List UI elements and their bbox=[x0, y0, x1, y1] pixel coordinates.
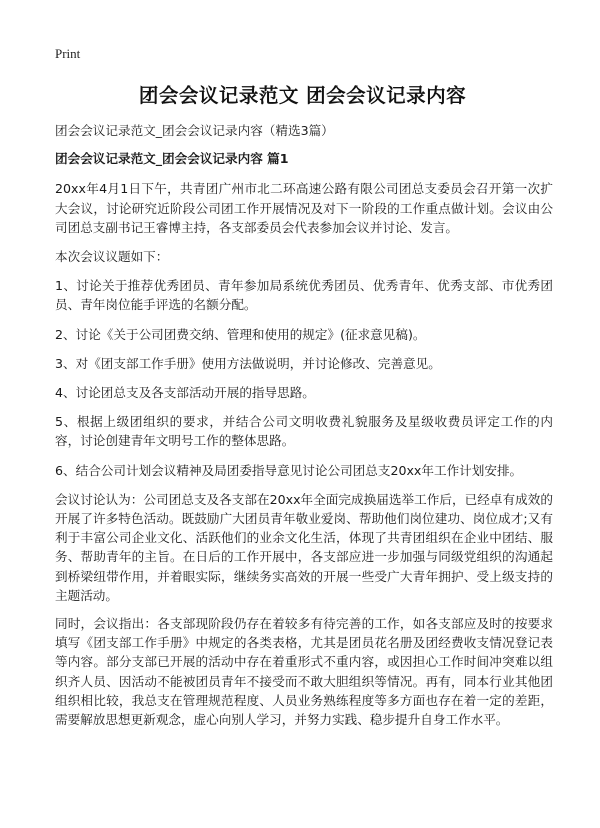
document-subtitle: 团会会议记录范文_团会会议记录内容（精选3篇） bbox=[55, 123, 334, 138]
agenda-item-2: 2、讨论《关于公司团费交纳、管理和使用的规定》(征求意见稿)。 bbox=[55, 326, 426, 342]
paragraph-discussion: 会议讨论认为：公司团总支及各支部在20xx年全面完成换届选举工作后，已经卓有成效的开展了许多特色活动。既鼓励广大团员青年敬业爱岗、帮助他们岗位建功、岗位成才;又有利于丰富公司企业文化、活跃他们的业余文化生活，体现了共青团组织在企业中团结、服务、帮助青年的主旨。在日后的工作开展中，各支部应进一步加强与同级党组织的沟通起到桥梁纽带作用，并着眼实际，继续务实高效的开展一些受广大青年拥护、受上级支持的主题活动。 bbox=[55, 491, 553, 603]
agenda-item-6: 6、结合公司计划会议精神及局团委指导意见讨论公司团总支20xx年工作计划安排。 bbox=[55, 462, 523, 478]
agenda-item-3: 3、对《团支部工作手册》使用方法做说明，并讨论修改、完善意见。 bbox=[55, 355, 441, 371]
section-heading: 团会会议记录范文_团会会议记录内容 篇1 bbox=[55, 151, 289, 167]
page-title: 团会会议记录范文 团会会议记录内容 bbox=[138, 84, 467, 107]
agenda-item-4: 4、讨论团总支及各支部活动开展的指导思路。 bbox=[55, 385, 315, 401]
paragraph-conclusion: 同时，会议指出：各支部现阶段仍存在着较多有待完善的工作，如各支部应及时的按要求填写《团支部工作手册》中规定的各类表格，尤其是团员花名册及团经费收支情况登记表等内容。部分支部已开展的活动中存在着重形式不重内容，或因担心工作时间冲突难以组织齐人员、因活动不能被团员青年不接受而不敢大胆组织等情况。再有，同本行业其他团组织相比较，我总支在管理规范程度、人员业务熟练程度等多方面也存在着一定的差距，需要解放思想更新观念，虚心向别人学习，并努力实践、稳步提升自身工作水平。 bbox=[55, 616, 553, 728]
paragraph-intro: 20xx年4月1日下午，共青团广州市北二环高速公路有限公司团总支委员会召开第一次扩大会议，讨论研究近阶段公司团工作开展情况及对下一阶段的工作重点做计划。会议由公司团总支副书记王睿博主持，各支部委员会代表参加会议并讨论、发言。 bbox=[55, 181, 553, 235]
document-body bbox=[55, 121, 553, 739]
agenda-item-1: 1、讨论关于推荐优秀团员、青年参加局系统优秀团员、优秀青年、优秀支部、市优秀团员、青年岗位能手评选的名额分配。 bbox=[55, 278, 553, 313]
agenda-item-5: 5、根据上级团组织的要求，并结合公司文明收费礼貌服务及星级收费员评定工作的内容，讨论创建青年文明号工作的整体思路。 bbox=[55, 414, 553, 449]
print-link[interactable]: Print bbox=[55, 46, 81, 61]
paragraph-agenda-heading: 本次会议议题如下： bbox=[55, 249, 169, 265]
